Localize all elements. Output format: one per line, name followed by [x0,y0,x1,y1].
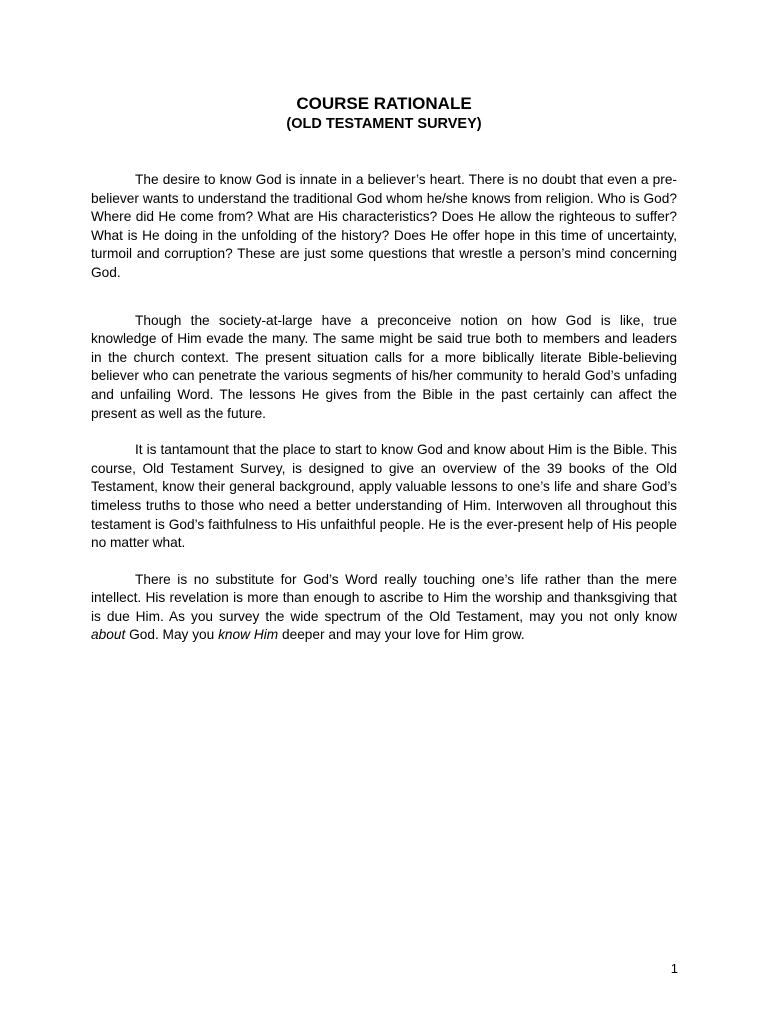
paragraph-4 [91,571,677,645]
paragraph-3: It is tantamount that the place to start to know God and know about Him is the Bible. This course, Old Testament Survey, is designed to give an overview of the 39 books of the Old Testament, know their general background, apply valuable lessons to one’s life and share God’s timeless truths to those who need a better understanding of Him. Interwoven all throughout this testament is God’s faithfulness to His unfaithful people. He is the ever-present help of His people no matter what. [91,442,677,551]
paragraph-4-emphasis-know-him: know Him [218,627,279,643]
page-number: 1 [670,961,678,976]
paragraph-4-part-2: God. May you [125,627,219,643]
paragraph-1: The desire to know God is innate in a believer’s heart. There is no doubt that even a pre-believer wants to understand the traditional God whom he/she knows from religion. Who is God? Where did He come from? What are His characteristics? Does He allow the righteous to suffer? What is He doing in the unfolding of the history? Does He offer hope in this time of uncertainty, turmoil and corruption? These are just some questions that wrestle a person’s mind concerning God. [91,172,677,280]
document-subtitle: (OLD TESTAMENT SURVEY) [286,116,482,132]
document-page [91,94,677,645]
paragraph-4-emphasis-about: about [91,627,126,643]
paragraph-4-part-1: There is no substitute for God’s Word really touching one’s life rather than the mere intellect. His revelation is more than enough to ascribe to Him the worship and thanksgiving that is due Him. As you survey the wide spectrum of the Old Testament, may you not only know [91,571,677,624]
document-title: COURSE RATIONALE [296,94,472,113]
paragraph-4-part-3: deeper and may your love for Him grow. [278,627,525,643]
paragraph-2: Though the society-at-large have a preconceive notion on how God is like, true knowledge of Him evade the many. The same might be said true both to members and leaders in the church context. The present situation calls for a more biblically literate Bible-believing believer who can penetrate the various segments of his/her community to herald God’s unfading and unfailing Word. The lessons He gives from the Bible in the past certainly can affect the present as well as the future. [91,312,677,421]
